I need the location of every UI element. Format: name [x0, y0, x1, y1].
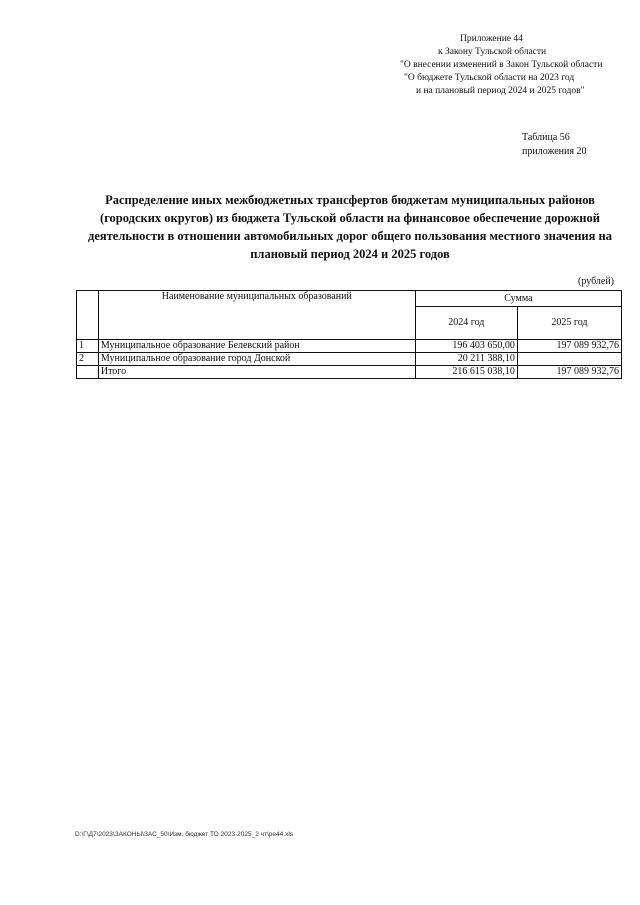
planning-period: и на плановый период 2024 и 2025 годов" [416, 86, 585, 96]
appendix-number: Приложение 44 [460, 34, 523, 44]
document-title: Распределение иных межбюджетных трансфертов бюджетам муниципальных районов (городских округов) из бюджета Тульской области на финансовое обеспечение дорожной деятельности в отношении автомобильных дорог общего пользования местного значения на плановый период 2024 и 2025 годов [88, 193, 612, 261]
total-label: Итого [98, 366, 415, 379]
row-amount-2024: 20 211 388,10 [415, 353, 517, 366]
total-amount-2024: 216 615 038,10 [415, 366, 517, 379]
header-2024-cell: 2024 год [415, 306, 517, 339]
table-row [77, 353, 622, 366]
table-reference [522, 131, 586, 159]
header-2025-cell: 2025 год [517, 306, 621, 339]
table-row [77, 340, 622, 353]
file-path-footer: D:\Г\Д7\2023\ЗАКОНЫ\ЗАС_50\Изм. бюджет ТО 2023-2025_2 чт\рe44.xls [75, 831, 294, 838]
row-municipality: Муниципальное образование Белевский район [98, 340, 415, 353]
table-total-row [77, 366, 622, 379]
table-header-row [77, 291, 622, 307]
appendix-reference: приложения 20 [522, 146, 587, 157]
total-number-cell [77, 366, 99, 379]
units-label: (рублей) [578, 276, 615, 287]
row-municipality: Муниципальное образование город Донской [98, 353, 415, 366]
header-sum-cell: Сумма [415, 291, 621, 307]
total-amount-2025: 197 089 932,76 [517, 366, 621, 379]
law-amendment-title: "О внесении изменений в Закон Тульской области [400, 60, 603, 70]
row-amount-2025: 197 089 932,76 [517, 340, 621, 353]
row-amount-2025 [517, 353, 621, 366]
distribution-table [76, 290, 622, 379]
row-number: 1 [77, 340, 99, 353]
row-amount-2024: 196 403 650,00 [415, 340, 517, 353]
law-reference: к Закону Тульской области [438, 47, 547, 57]
budget-law-title: "О бюджете Тульской области на 2023 год [404, 73, 575, 83]
header-num-cell [77, 291, 99, 340]
row-number: 2 [77, 353, 99, 366]
appendix-header [380, 33, 612, 98]
table-number: Таблица 56 [522, 132, 570, 143]
header-name-cell: Наименование муниципальных образований [98, 291, 415, 340]
